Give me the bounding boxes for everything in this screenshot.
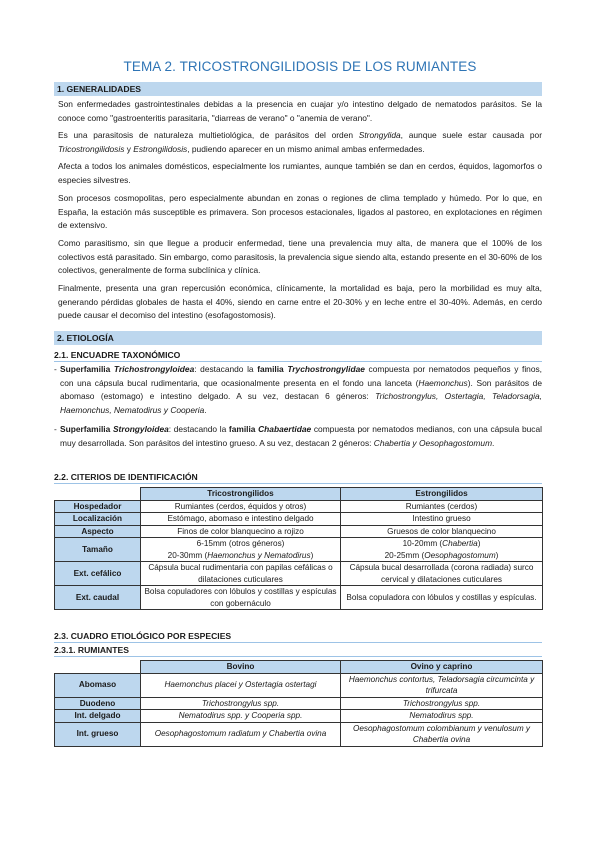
row-header-cell: Tamaño	[55, 538, 141, 562]
table-cell: Trichostrongylus spp.	[341, 697, 543, 710]
paragraph-5: Como parasitismo, sin que llegue a producir enfermedad, tiene una prevalencia muy alta, de manera que el 100% de los colectivos está parasitado. Sin embargo, como parasitosis, la prevalencia sigue siendo alta, estando presente en el 30-60% de los colectivos, generalmente de forma subclínica y clínica.	[58, 238, 542, 275]
table-cell: Gruesos de color blanquecino	[341, 525, 543, 538]
table-row	[55, 697, 543, 710]
table-row	[55, 525, 543, 538]
etiology-table	[54, 660, 543, 747]
table-cell: Trichostrongylus spp.	[141, 697, 341, 710]
row-header-cell: Hospedador	[55, 500, 141, 513]
table-cell: Rumiantes (cerdos, équidos y otros)	[141, 500, 341, 513]
table-row	[55, 722, 543, 746]
table-corner-cell	[55, 661, 141, 674]
row-header-cell: Duodeno	[55, 697, 141, 710]
table-cell: 10-20mm (Chabertia) 20-25mm (Oesophagostomum)	[341, 538, 543, 562]
table-row	[55, 562, 543, 586]
table-cell: Estómago, abomaso e intestino delgado	[141, 513, 341, 526]
table-cell: Haemonchus contortus, Teladorsagia circumcinta y trifurcata	[341, 673, 543, 697]
identification-table	[54, 487, 543, 610]
row-header-cell: Int. grueso	[55, 722, 141, 746]
table-header-cell: Bovino	[141, 661, 341, 674]
table-cell: Rumiantes (cerdos)	[341, 500, 543, 513]
paragraph-1: Son enfermedades gastrointestinales debidas a la presencia en cuajar y/o intestino delgado de nematodos parásitos. Se la conoce como "gastroenteritis parasitaria, "diarreas de verano" o "anemia de verano".	[58, 99, 542, 123]
table-cell: Oesophagostomum colombianum y venulosum y Chabertia ovina	[341, 722, 543, 746]
table-header-row	[55, 488, 543, 501]
table-cell: Haemonchus placei y Ostertagia ostertagi	[141, 673, 341, 697]
table-row	[55, 586, 543, 610]
row-header-cell: Int. delgado	[55, 710, 141, 723]
table-header-cell: Ovino y caprino	[341, 661, 543, 674]
subsection-heading-rumiantes: 2.3.1. RUMIANTES	[54, 644, 542, 657]
table-cell: Bolsa copuladores con lóbulos y costillas y espículas con gobernáculo	[141, 586, 341, 610]
table-cell: Bolsa copuladora con lóbulos y costillas y espículas.	[341, 586, 543, 610]
table-cell: Intestino grueso	[341, 513, 543, 526]
document-title: TEMA 2. TRICOSTRONGILIDOSIS DE LOS RUMIANTES	[123, 59, 477, 74]
table-row	[55, 513, 543, 526]
section-heading-etiologia: 2. ETIOLOGÍA	[54, 331, 542, 345]
paragraph-3: Afecta a todos los animales domésticos, especialmente los rumiantes, aunque también se dan en cerdos, équidos, lagomorfos o especies silvestres.	[58, 161, 542, 185]
table-row	[55, 500, 543, 513]
table-row	[55, 710, 543, 723]
table-header-cell: Estrongilidos	[341, 488, 543, 501]
table-cell: Cápsula bucal desarrollada (corona radiada) surco cervical y dilataciones cuticulares	[341, 562, 543, 586]
bullet-strongyloidea: - Superfamilia Strongyloidea: destacando la familia Chabaertidae compuesta por nematodos medianos, con una cápsula bucal muy desarrollada. Son parásitos del intestino grueso. A su vez, destacan 2 géneros: Chabertia y Oesophagostomum.	[54, 424, 542, 448]
bullet-trichostrongyloidea: - Superfamilia Trichostrongyloidea: destacando la familia Trychostrongylidae compuesta por nematodos pequeños y finos, con una cápsula bucal rudimentaria, que ocasionalmente presenta en el fondo una lanceta (Haemonchus). Son parásitos de abomaso (estomago) e intestino delgado. A su vez, destacan 6 géneros: Trichostrongylus, Ostertagia, Teladorsagia, Haemonchus, Nematodirus y Cooperia.	[54, 364, 543, 415]
paragraph-2: Es una parasitosis de naturaleza multietiológica, de parásitos del orden Strongylida, aunque suele estar causada por Tricostrongilidosis y Estrongilidosis, pudiendo aparecer en un mismo animal ambas enfermedades.	[58, 130, 542, 154]
row-header-cell: Ext. cefálico	[55, 562, 141, 586]
table-row	[55, 538, 543, 562]
paragraph-4: Son procesos cosmopolitas, pero especialmente abundan en zonas o regiones de clima templado y húmedo. Por lo que, en España, la estación más susceptible es primavera. Son procesos estacionales, ligados al pastoreo, en explotaciones en régimen de extensivo.	[58, 193, 542, 230]
table-cell: Nematodirus spp.	[341, 710, 543, 723]
table-cell: Cápsula bucal rudimentaria con papilas cefálicas o dilataciones cuticulares	[141, 562, 341, 586]
table-header-row	[55, 661, 543, 674]
table-corner-cell	[55, 488, 141, 501]
table-cell: 6-15mm (otros géneros) 20-30mm (Haemonchus y Nematodirus)	[141, 538, 341, 562]
subsection-heading-criterios: 2.2. CITERIOS DE IDENTIFICACIÓN	[54, 471, 542, 484]
section-heading-generalidades: 1. GENERALIDADES	[54, 82, 542, 96]
subsection-heading-taxonomia: 2.1. ENCUADRE TAXONÓMICO	[54, 349, 542, 362]
table-row	[55, 673, 543, 697]
row-header-cell: Abomaso	[55, 673, 141, 697]
table-header-cell: Tricostrongilidos	[141, 488, 341, 501]
table-cell: Oesophagostomum radiatum y Chabertia ovina	[141, 722, 341, 746]
table-cell: Finos de color blanquecino a rojizo	[141, 525, 341, 538]
row-header-cell: Ext. caudal	[55, 586, 141, 610]
paragraph-6: Finalmente, presenta una gran repercusión económica, clínicamente, la mortalidad es baja, pero la morbilidad es muy alta, generando pérdidas globales de hasta el 40%, siendo en carne entre el 20-30% y en leche entre el 30-40%. Además, en cerdo puede causar el decomiso del intestino (esofagostomosis).	[58, 283, 542, 320]
table-cell: Nematodirus spp. y Cooperia spp.	[141, 710, 341, 723]
subsection-heading-cuadro: 2.3. CUADRO ETIOLÓGICO POR ESPECIES	[54, 630, 542, 643]
row-header-cell: Aspecto	[55, 525, 141, 538]
row-header-cell: Localización	[55, 513, 141, 526]
